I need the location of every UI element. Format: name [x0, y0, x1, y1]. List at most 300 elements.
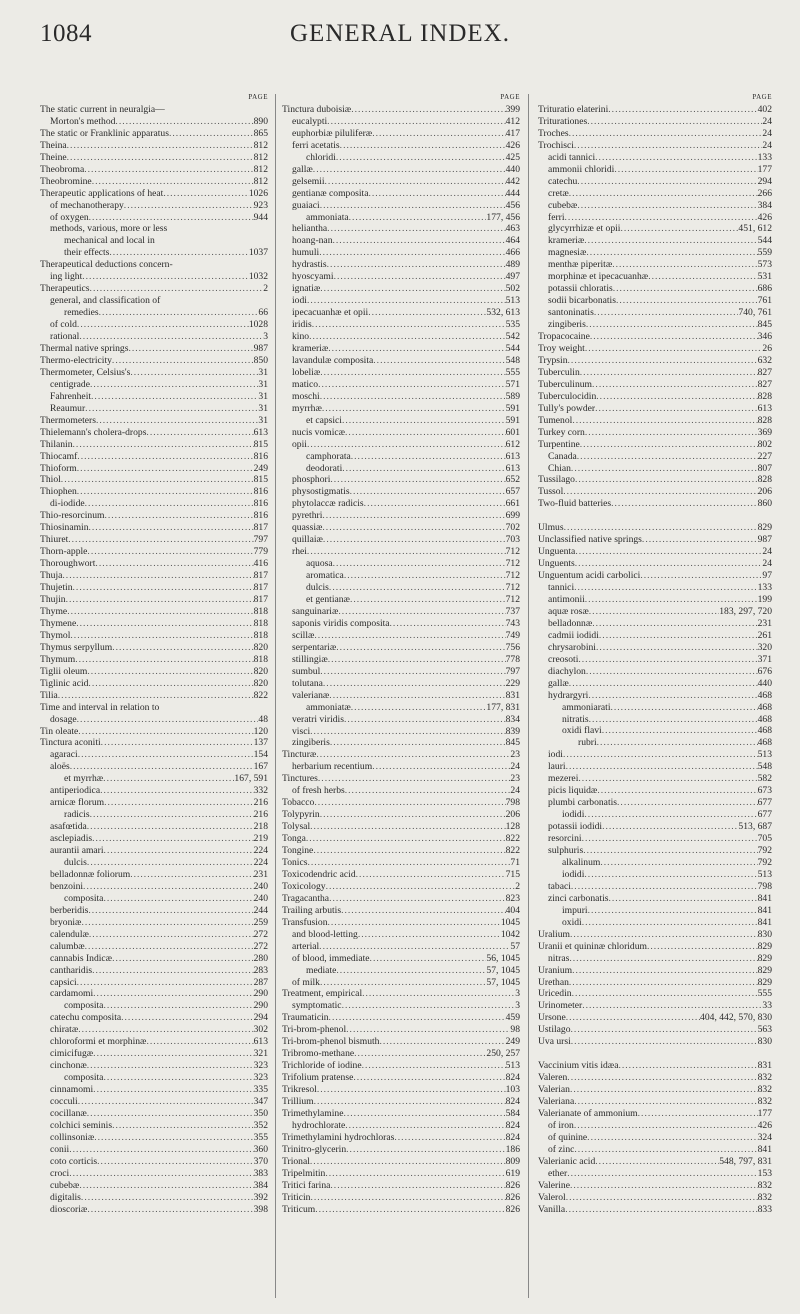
dot-leader	[599, 630, 758, 642]
entry-term: The static current in neuralgia—	[40, 103, 165, 115]
entry-term: Thio-resorcinum	[40, 510, 105, 522]
entry-term: of fresh herbs	[292, 785, 345, 797]
entry-term: Uralium	[538, 928, 570, 940]
page-title: GENERAL INDEX.	[290, 20, 510, 47]
entry-term: Thujetin	[40, 582, 73, 594]
entry-page-ref: 832	[757, 1072, 772, 1084]
dot-leader	[351, 451, 506, 463]
dot-leader	[313, 164, 506, 176]
entry-page-ref: 823	[505, 892, 520, 904]
dot-leader	[320, 391, 506, 403]
index-entry	[40, 1168, 268, 1180]
entry-term: Tripelmitin	[282, 1167, 326, 1179]
index-entry	[40, 235, 268, 247]
index-entry	[40, 1144, 268, 1156]
entry-term: Trimethylamine	[282, 1108, 344, 1119]
dot-leader	[58, 690, 254, 702]
dot-leader	[315, 1204, 505, 1216]
entry-page-ref: 240	[253, 892, 268, 904]
entry-term: kino	[292, 331, 310, 343]
entry-term: Valerian	[538, 1084, 570, 1096]
entry-page-ref: 749	[505, 629, 520, 641]
index-entry	[538, 690, 772, 702]
entry-term: physostigmatis	[292, 486, 350, 498]
entry-term: Thermal native springs	[40, 343, 129, 354]
entry-term: Ursone	[538, 1012, 566, 1024]
index-entry	[40, 140, 268, 152]
entry-term: hydrastis	[292, 259, 327, 271]
dot-leader	[582, 917, 758, 929]
index-column-1	[40, 92, 268, 1216]
entry-page-ref: 513, 687	[738, 821, 772, 833]
entry-page-ref: 798	[757, 880, 772, 892]
dot-leader	[320, 977, 486, 989]
entry-page-ref: 227	[757, 450, 772, 462]
entry-page-ref: 137	[253, 737, 268, 749]
dot-leader	[70, 630, 253, 642]
index-entry	[40, 176, 268, 188]
index-entry	[40, 439, 268, 451]
index-entry	[40, 415, 268, 427]
entry-term: rational	[50, 331, 80, 343]
dot-leader	[578, 773, 757, 785]
dot-leader	[76, 618, 253, 630]
index-entry	[282, 247, 520, 259]
dot-leader	[572, 965, 758, 977]
dot-leader	[358, 929, 501, 941]
entry-term: capsici	[50, 976, 77, 988]
index-entry	[282, 1168, 520, 1180]
entry-term: Tinctura duboisiæ	[282, 103, 352, 115]
entry-term: of iron	[548, 1119, 574, 1131]
entry-page-ref: 231	[253, 868, 268, 880]
entry-page-ref: 350	[253, 1108, 268, 1119]
dot-leader	[314, 1096, 506, 1108]
entry-term: Vanilla	[538, 1203, 566, 1215]
entry-page-ref: 890	[253, 115, 268, 127]
entry-term: Thermo-electricity	[40, 354, 112, 366]
dot-leader	[575, 474, 758, 486]
entry-page-ref: 294	[253, 1012, 268, 1024]
index-entry	[538, 1192, 772, 1204]
dot-leader	[338, 606, 505, 618]
entry-term: zinci carbonatis	[548, 892, 609, 904]
index-entry	[282, 737, 520, 749]
dot-leader	[577, 200, 757, 212]
index-entry	[282, 522, 520, 534]
index-entry	[40, 809, 268, 821]
dot-leader	[571, 1024, 758, 1036]
dot-leader	[570, 1180, 758, 1192]
dot-leader	[577, 451, 758, 463]
dot-leader	[582, 833, 758, 845]
dot-leader	[351, 104, 505, 116]
index-entry	[538, 164, 772, 176]
dot-leader	[592, 379, 758, 391]
entry-page-ref: 822	[505, 845, 520, 857]
entry-term: Thymol	[40, 629, 71, 641]
dot-leader	[327, 223, 505, 235]
entry-page-ref: 1042	[500, 928, 520, 940]
dot-leader	[89, 212, 254, 224]
entry-term: menthæ piperitæ	[548, 259, 613, 271]
index-entry	[282, 140, 520, 152]
entry-page-ref: 468	[757, 713, 772, 725]
entry-term: conii	[50, 1143, 70, 1155]
dot-leader	[112, 953, 254, 965]
dot-leader	[95, 558, 253, 570]
entry-page-ref: 24	[762, 115, 772, 127]
entry-term: Tuberculocidin	[538, 390, 597, 402]
entry-page-ref: 845	[757, 319, 772, 331]
index-entry	[282, 415, 520, 427]
entry-term: Tobacco	[282, 797, 315, 809]
dot-leader	[112, 1120, 254, 1132]
dot-leader	[589, 714, 758, 726]
index-entry	[282, 403, 520, 415]
entry-page-ref: 841	[757, 1143, 772, 1155]
index-entry	[282, 486, 520, 498]
index-entry	[538, 235, 772, 247]
index-entry	[40, 678, 268, 690]
entry-page-ref: 266	[757, 187, 772, 199]
entry-page-ref: 544	[757, 235, 772, 247]
dot-leader	[69, 1144, 253, 1156]
index-entry	[282, 558, 520, 570]
index-entry	[282, 1132, 520, 1144]
entry-page-ref: 826	[505, 1203, 520, 1215]
entry-page-ref: 798	[505, 797, 520, 809]
dot-leader	[329, 893, 506, 905]
index-entry	[538, 152, 772, 164]
entry-page-ref: 97	[762, 570, 772, 582]
index-entry	[282, 977, 520, 989]
entry-term: aromatica	[306, 570, 344, 582]
entry-page-ref: 548, 797, 831	[719, 1155, 772, 1167]
entry-term: belladonnæ foliorum	[50, 868, 131, 880]
page-column-label: PAGE	[248, 93, 268, 101]
entry-page-ref: 832	[757, 1096, 772, 1108]
entry-page-ref: 841	[757, 892, 772, 904]
entry-term: Thermometers	[40, 414, 96, 426]
entry-term: iodidi	[562, 868, 585, 880]
entry-page-ref: 294	[757, 175, 772, 187]
dot-leader	[163, 188, 248, 200]
dot-leader	[103, 1072, 253, 1084]
index-entry	[538, 355, 772, 367]
entry-page-ref: 240	[253, 880, 268, 892]
dot-leader	[390, 618, 506, 630]
index-entry	[538, 415, 772, 427]
dot-leader	[310, 726, 505, 738]
index-entry	[282, 223, 520, 235]
entry-term: potassii iodidi	[548, 821, 603, 833]
entry-page-ref: 923	[253, 199, 268, 211]
entry-page-ref: 802	[757, 438, 772, 450]
entry-page-ref: 686	[757, 283, 772, 295]
dot-leader	[588, 905, 758, 917]
entry-page-ref: 133	[757, 582, 772, 594]
index-entry	[538, 714, 772, 726]
index-entry	[538, 678, 772, 690]
entry-page-ref: 555	[757, 988, 772, 1000]
index-entry	[282, 379, 520, 391]
index-entry	[538, 474, 772, 486]
entry-page-ref: 98	[510, 1024, 520, 1036]
entry-page-ref: 206	[757, 486, 772, 498]
dot-leader	[574, 582, 758, 594]
dot-leader	[597, 785, 757, 797]
index-entry	[538, 725, 772, 737]
entry-term: Troy weight	[538, 343, 585, 354]
index-entry	[282, 594, 520, 606]
index-entry	[538, 104, 772, 116]
entry-term: Trifolium pratense	[282, 1072, 354, 1084]
index-entry	[538, 200, 772, 212]
entry-term: cadmii iodidi	[548, 629, 599, 641]
entry-term: arterial	[292, 940, 320, 952]
index-entry	[40, 1096, 268, 1108]
dot-leader	[93, 1084, 253, 1096]
entry-page-ref: 822	[253, 689, 268, 701]
index-entry	[282, 463, 520, 475]
dot-leader	[569, 128, 763, 140]
index-entry	[40, 128, 268, 140]
entry-term: Tolysal	[282, 821, 311, 833]
dot-leader	[647, 941, 758, 953]
entry-page-ref: 705	[757, 833, 772, 845]
entry-term: ignatiæ	[292, 283, 321, 295]
index-entry	[40, 845, 268, 857]
index-entry	[282, 606, 520, 618]
dot-leader	[602, 725, 758, 737]
entry-term: Tribromo-methane	[282, 1048, 355, 1060]
index-entry	[282, 965, 520, 977]
dot-leader	[83, 881, 254, 893]
entry-page-ref: 468	[757, 701, 772, 713]
entry-term: catechu composita	[50, 1012, 122, 1024]
entry-term: stillingiæ	[292, 653, 328, 665]
dot-leader	[104, 797, 254, 809]
index-entry	[282, 307, 520, 319]
entry-page-ref: 249	[505, 1036, 520, 1048]
dot-leader	[318, 773, 511, 785]
index-entry	[538, 1132, 772, 1144]
dot-leader	[564, 522, 758, 534]
entry-term: cocillanæ	[50, 1108, 87, 1119]
index-entry	[40, 223, 268, 235]
entry-page-ref: 832	[757, 1191, 772, 1203]
entry-page-ref: 335	[253, 1084, 268, 1096]
entry-page-ref: 261	[757, 629, 772, 641]
entry-page-ref: 1037	[248, 247, 268, 259]
entry-term: zingiberis	[292, 737, 330, 749]
index-entry	[538, 463, 772, 475]
index-entry	[282, 331, 520, 343]
entry-page-ref: 323	[253, 1072, 268, 1084]
entry-term: Two-fluid batteries	[538, 498, 612, 510]
entry-term: Trillium	[282, 1096, 314, 1108]
entry-term: ing light	[50, 271, 83, 283]
entry-term: sodii bicarbonatis	[548, 295, 616, 307]
index-entry	[538, 1180, 772, 1192]
index-entry	[40, 343, 268, 355]
dot-leader	[574, 1096, 757, 1108]
entry-page-ref: 24	[762, 546, 772, 558]
entry-term: Valeriana	[538, 1096, 575, 1108]
dot-leader	[67, 606, 253, 618]
dot-leader	[565, 212, 758, 224]
entry-term: valerianæ	[292, 689, 330, 701]
dot-leader	[595, 152, 757, 164]
dot-leader	[342, 1000, 516, 1012]
index-entry	[282, 1108, 520, 1120]
entry-page-ref: 451, 612	[738, 223, 772, 235]
entry-term: aurantii amari	[50, 845, 104, 857]
entry-page-ref: 816	[253, 498, 268, 510]
entry-page-ref: 287	[253, 976, 268, 988]
dot-leader	[570, 929, 758, 941]
entry-page-ref: 779	[253, 546, 268, 558]
index-entry	[538, 331, 772, 343]
dot-leader	[322, 522, 505, 534]
index-entry	[282, 1192, 520, 1204]
entry-page-ref: 829	[757, 522, 772, 534]
entry-term: et capsici	[306, 414, 342, 426]
dot-leader	[342, 463, 505, 475]
entry-page-ref: 489	[505, 259, 520, 271]
entry-page-ref: 177	[757, 1107, 772, 1119]
entry-term: cannabis Indicæ	[50, 952, 113, 964]
index-entry	[282, 1204, 520, 1216]
index-entry	[538, 427, 772, 439]
index-entry	[538, 881, 772, 893]
entry-term: Turkey corn	[538, 426, 585, 438]
dot-leader	[94, 1132, 253, 1144]
dot-leader	[87, 1204, 253, 1216]
entry-term: Trochisci	[538, 139, 574, 151]
index-entry	[282, 116, 520, 128]
entry-term: ammoniatæ	[306, 701, 351, 713]
index-entry	[538, 1036, 772, 1048]
index-entry	[282, 283, 520, 295]
entry-term: of milk	[292, 976, 320, 988]
entry-page-ref: 818	[253, 629, 268, 641]
entry-term: Transfusion	[282, 916, 328, 928]
index-entry	[538, 917, 772, 929]
dot-leader	[85, 941, 254, 953]
entry-page-ref: 839	[505, 725, 520, 737]
index-entry	[538, 857, 772, 869]
entry-page-ref: 860	[757, 498, 772, 510]
dot-leader	[328, 917, 501, 929]
entry-term: myrrhæ	[292, 402, 322, 414]
entry-term: Uva ursi	[538, 1036, 571, 1048]
dot-leader	[130, 367, 258, 379]
entry-page-ref: 347	[253, 1096, 268, 1108]
dot-leader	[602, 821, 738, 833]
dot-leader	[362, 988, 515, 1000]
index-entry	[538, 1156, 772, 1168]
entry-page-ref: 57	[510, 940, 520, 952]
entry-term: Tuberculin	[538, 366, 580, 378]
entry-page-ref: 23	[510, 773, 520, 785]
entry-term: lobeliæ	[292, 366, 321, 378]
entry-page-ref: 613	[505, 450, 520, 462]
index-entry	[538, 833, 772, 845]
entry-term: mechanical and local in	[64, 235, 155, 247]
entry-page-ref: 513	[505, 295, 520, 307]
index-entry	[538, 785, 772, 797]
dot-leader	[103, 773, 234, 785]
entry-term: santoninatis	[548, 307, 594, 319]
entry-term: cimicifugæ	[50, 1048, 94, 1060]
entry-page-ref: 827	[757, 366, 772, 378]
dot-leader	[574, 140, 763, 152]
dot-leader	[109, 247, 248, 259]
entry-term: composita	[64, 892, 104, 904]
index-entry	[282, 128, 520, 140]
dot-leader	[309, 331, 506, 343]
entry-term: composita	[64, 1000, 104, 1012]
entry-term: Thiol	[40, 474, 61, 486]
index-entry	[40, 953, 268, 965]
entry-page-ref: 513	[757, 749, 772, 761]
entry-term: Reaumur	[50, 402, 86, 414]
entry-page-ref: 398	[253, 1203, 268, 1215]
entry-page-ref: 702	[505, 522, 520, 534]
entry-term: Vaccinium vitis idæa	[538, 1060, 619, 1072]
dot-leader	[574, 1144, 757, 1156]
dot-leader	[341, 905, 506, 917]
dot-leader	[326, 881, 516, 893]
index-entry	[40, 247, 268, 259]
dot-leader	[343, 1108, 505, 1120]
index-entry	[538, 749, 772, 761]
entry-term: Trinitro-glycerin	[282, 1143, 347, 1155]
entry-page-ref: 829	[757, 940, 772, 952]
dot-leader	[81, 1192, 254, 1204]
index-entry	[282, 714, 520, 726]
entry-term: their effects	[64, 247, 110, 259]
entry-term: Fahrenheit	[50, 390, 92, 402]
entry-term: Tropacocaine	[538, 331, 590, 343]
index-entry	[40, 1192, 268, 1204]
entry-page-ref: 761	[757, 295, 772, 307]
index-entry	[40, 857, 268, 869]
entry-page-ref: 26	[762, 343, 772, 354]
entry-term: cocculi	[50, 1096, 78, 1108]
entry-term: symptomatic	[292, 1000, 342, 1012]
index-entry	[282, 941, 520, 953]
dot-leader	[329, 1012, 506, 1024]
index-entry	[282, 929, 520, 941]
entry-page-ref: 830	[757, 928, 772, 940]
entry-page-ref: 792	[757, 845, 772, 857]
dot-leader	[584, 235, 757, 247]
entry-term: Valerianate of ammonium	[538, 1107, 638, 1119]
entry-term: digitalis	[50, 1191, 81, 1203]
index-entry	[40, 534, 268, 546]
entry-page-ref: 571	[505, 378, 520, 390]
dot-leader	[350, 486, 506, 498]
index-entry	[538, 630, 772, 642]
dot-leader	[322, 510, 505, 522]
index-entry	[40, 498, 268, 510]
dot-leader	[349, 212, 487, 224]
dot-leader	[75, 654, 253, 666]
index-entry	[282, 893, 520, 905]
